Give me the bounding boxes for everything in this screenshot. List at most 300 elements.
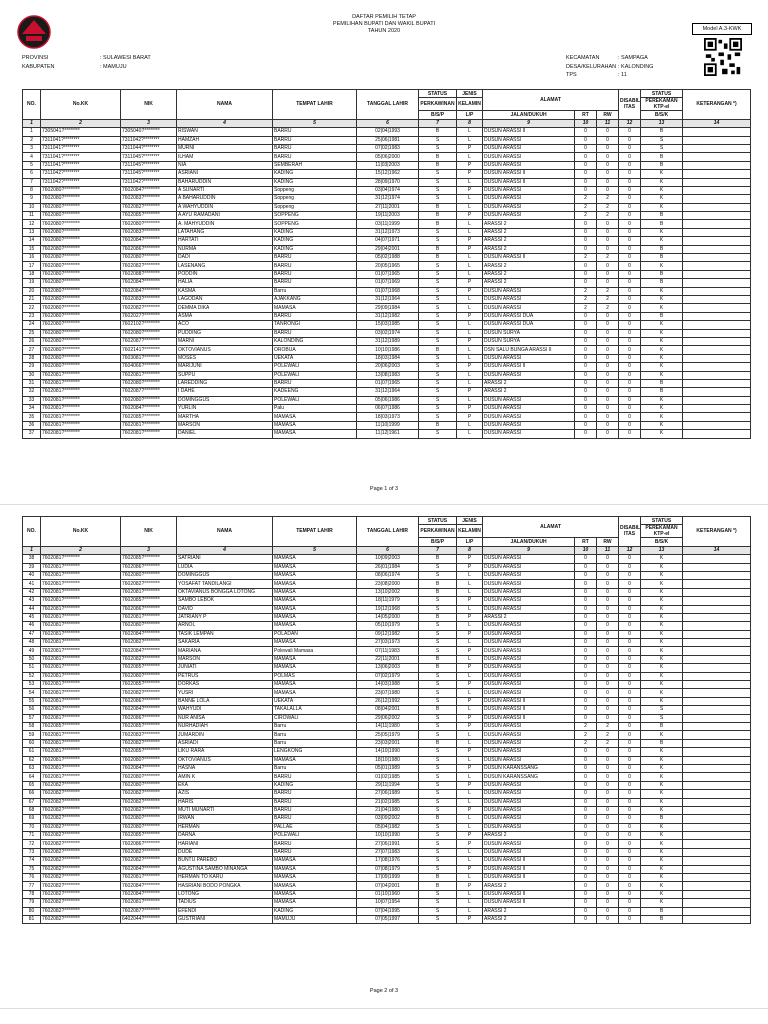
row-status: B <box>419 153 457 161</box>
row-nokk: 7602081?******** <box>41 731 121 739</box>
row-rw: 0 <box>597 630 619 638</box>
row-keterangan <box>683 228 751 236</box>
row-kelamin: L <box>457 689 483 697</box>
row-tempat-lahir: KADING <box>273 178 357 186</box>
row-rt: 2 <box>575 287 597 295</box>
row-nokk: 7602080?******** <box>41 203 121 211</box>
row-tempat-lahir: PALLAE <box>273 823 357 831</box>
row-keterangan <box>683 354 751 362</box>
row-jalan: DUSUN ARASSI <box>483 605 575 613</box>
row-rw: 0 <box>597 748 619 756</box>
row-rw: 0 <box>597 396 619 404</box>
row-rw: 0 <box>597 388 619 396</box>
row-nokk: 7602080?******** <box>41 363 121 371</box>
row-tempat-lahir: BARRU <box>273 329 357 337</box>
row-nik: 7602087?******** <box>121 388 177 396</box>
row-rt: 0 <box>575 681 597 689</box>
row-perekaman: K <box>641 605 683 613</box>
table-row <box>23 178 751 186</box>
column-number: 2 <box>41 546 121 554</box>
row-nik: 7602082?******** <box>121 848 177 856</box>
row-no: 51 <box>23 664 41 672</box>
table-row <box>23 379 751 387</box>
row-perekaman: K <box>641 639 683 647</box>
row-jalan: DUSUN ARASSI <box>483 203 575 211</box>
row-status: S <box>419 748 457 756</box>
row-no: 42 <box>23 588 41 596</box>
row-tempat-lahir: POLEWALI <box>273 363 357 371</box>
table-row <box>23 287 751 295</box>
row-perekaman: B <box>641 254 683 262</box>
row-status: B <box>419 203 457 211</box>
row-kelamin: L <box>457 195 483 203</box>
row-rt: 0 <box>575 580 597 588</box>
row-nama: MARIJUNI <box>177 363 273 371</box>
row-nama: HASNA <box>177 764 273 772</box>
row-nik: 7602085?******** <box>121 832 177 840</box>
row-nama: LOTONG <box>177 890 273 898</box>
row-nik: 7602082?******** <box>121 304 177 312</box>
row-jalan: DUSUN ARASSI <box>483 681 575 689</box>
table-row <box>23 622 751 630</box>
row-rw: 0 <box>597 639 619 647</box>
row-keterangan <box>683 580 751 588</box>
row-disabilitas: 0 <box>619 237 641 245</box>
row-tanggal-lahir: 20|05|1965 <box>357 262 419 270</box>
column-number: 8 <box>457 546 483 554</box>
row-no: 43 <box>23 597 41 605</box>
row-rt: 0 <box>575 899 597 907</box>
row-nama: DAVID <box>177 605 273 613</box>
row-keterangan <box>683 798 751 806</box>
row-keterangan <box>683 245 751 253</box>
row-nokk: 7602081?******** <box>41 664 121 672</box>
row-tanggal-lahir: 27|03|1973 <box>357 639 419 647</box>
table-row <box>23 748 751 756</box>
row-tempat-lahir: Barru <box>273 722 357 730</box>
row-rw: 0 <box>597 262 619 270</box>
row-keterangan <box>683 781 751 789</box>
row-nokk: 7602082?******** <box>41 806 121 814</box>
table-row <box>23 388 751 396</box>
row-keterangan <box>683 731 751 739</box>
row-rw: 2 <box>597 287 619 295</box>
row-rw: 0 <box>597 270 619 278</box>
row-jalan: ARASSI 2 <box>483 907 575 915</box>
row-rw: 0 <box>597 580 619 588</box>
row-rt: 0 <box>575 890 597 898</box>
row-keterangan <box>683 312 751 320</box>
row-status: S <box>419 195 457 203</box>
row-tempat-lahir: MAMASA <box>273 555 357 563</box>
row-tanggal-lahir: 11|03|2003 <box>357 161 419 169</box>
row-status: B <box>419 664 457 672</box>
table-row <box>23 279 751 287</box>
table-row <box>23 714 751 722</box>
row-keterangan <box>683 857 751 865</box>
row-rw: 0 <box>597 874 619 882</box>
row-keterangan <box>683 832 751 840</box>
row-nik: 7602084?******** <box>121 882 177 890</box>
row-tempat-lahir: BARRU <box>273 254 357 262</box>
row-no: 12 <box>23 220 41 228</box>
row-tempat-lahir: Soppeng <box>273 195 357 203</box>
row-no: 48 <box>23 639 41 647</box>
row-nama: LIKU RARA <box>177 748 273 756</box>
row-rw: 0 <box>597 907 619 915</box>
row-no: 79 <box>23 899 41 907</box>
row-tanggal-lahir: 31|12|1989 <box>357 337 419 345</box>
row-nik: 7602080?******** <box>121 773 177 781</box>
row-rt: 0 <box>575 354 597 362</box>
row-perekaman: S <box>641 136 683 144</box>
row-rw: 0 <box>597 697 619 705</box>
row-nokk: 7602080?******** <box>41 254 121 262</box>
row-rt: 0 <box>575 144 597 152</box>
row-rw: 0 <box>597 655 619 663</box>
col-nama: NAMA <box>177 90 273 120</box>
row-nama: MARSON <box>177 655 273 663</box>
row-tanggal-lahir: 14|11|1980 <box>357 722 419 730</box>
col-status: STATUS <box>419 517 457 525</box>
row-nik: 7311044?******** <box>121 144 177 152</box>
row-kelamin: L <box>457 304 483 312</box>
row-tanggal-lahir: 19|11|2003 <box>357 212 419 220</box>
row-nik: 6402044?******** <box>121 915 177 923</box>
row-nik: 7602080?******** <box>121 622 177 630</box>
row-tempat-lahir: MAMASA <box>273 304 357 312</box>
row-disabilitas: 0 <box>619 630 641 638</box>
row-status: B <box>419 815 457 823</box>
row-nokk: 7602081?******** <box>41 697 121 705</box>
row-kelamin: L <box>457 329 483 337</box>
table-row <box>23 228 751 236</box>
row-nik: 7602083?******** <box>121 195 177 203</box>
row-keterangan <box>683 714 751 722</box>
row-tanggal-lahir: 02|04|1993 <box>357 128 419 136</box>
row-disabilitas: 0 <box>619 890 641 898</box>
row-tanggal-lahir: 14|03|1988 <box>357 681 419 689</box>
column-number: 13 <box>641 546 683 554</box>
column-number: 9 <box>483 546 575 554</box>
row-nokk: 7602081?******** <box>41 430 121 438</box>
row-kelamin: L <box>457 421 483 429</box>
row-perekaman: K <box>641 413 683 421</box>
row-rw: 0 <box>597 798 619 806</box>
row-tanggal-lahir: 01|07|1965 <box>357 379 419 387</box>
col-rt: RT <box>575 111 597 119</box>
row-keterangan <box>683 371 751 379</box>
row-jalan: DUSUN ARASSI II <box>483 697 575 705</box>
row-kelamin: P <box>457 915 483 923</box>
column-number: 5 <box>273 546 357 554</box>
row-nik: 7602085?******** <box>121 681 177 689</box>
row-disabilitas: 0 <box>619 421 641 429</box>
row-disabilitas: 0 <box>619 907 641 915</box>
row-tempat-lahir: MAMASA <box>273 430 357 438</box>
row-tanggal-lahir: 05|10|1979 <box>357 622 419 630</box>
row-disabilitas: 0 <box>619 756 641 764</box>
page-footer-1: Page 1 of 3 <box>369 486 399 492</box>
row-tanggal-lahir: 29|06|2002 <box>357 714 419 722</box>
row-nokk: 7602081?******** <box>41 388 121 396</box>
row-tempat-lahir: BARRU <box>273 798 357 806</box>
row-rw: 0 <box>597 555 619 563</box>
row-status: S <box>419 681 457 689</box>
row-keterangan <box>683 555 751 563</box>
table-row <box>23 128 751 136</box>
row-perekaman: S <box>641 706 683 714</box>
row-no: 59 <box>23 731 41 739</box>
row-no: 11 <box>23 212 41 220</box>
col-perekaman: PEREKAMAN KTP-el <box>641 525 683 538</box>
row-no: 23 <box>23 312 41 320</box>
row-nokk: 7602081?******** <box>41 563 121 571</box>
row-jalan: DUSUN ARASSI <box>483 655 575 663</box>
row-tempat-lahir: BARRU <box>273 312 357 320</box>
row-rw: 2 <box>597 731 619 739</box>
row-no: 65 <box>23 781 41 789</box>
row-nokk: 7602081?******** <box>41 639 121 647</box>
row-tempat-lahir: MAMASA <box>273 588 357 596</box>
row-tempat-lahir: Palu <box>273 405 357 413</box>
row-perekaman: K <box>641 832 683 840</box>
row-kelamin: L <box>457 203 483 211</box>
row-no: 72 <box>23 840 41 848</box>
row-disabilitas: 0 <box>619 170 641 178</box>
row-tempat-lahir: MAMASA <box>273 681 357 689</box>
row-rw: 0 <box>597 832 619 840</box>
row-jalan: DUSUN ARASSI DUA <box>483 312 575 320</box>
column-number: 10 <box>575 546 597 554</box>
row-rt: 0 <box>575 915 597 923</box>
row-rw: 2 <box>597 203 619 211</box>
row-nik: 7602084?******** <box>121 647 177 655</box>
row-no: 62 <box>23 756 41 764</box>
row-keterangan <box>683 899 751 907</box>
row-nama: MARSON <box>177 421 273 429</box>
row-rw: 0 <box>597 790 619 798</box>
document-title: DAFTAR PEMILIH TETAP PEMILIHAN BUPATI DAN WAKIL BUPATI TAHUN 2020 <box>332 14 436 34</box>
row-nik: 7602083?******** <box>121 731 177 739</box>
row-jalan: DUSUN ARASSI <box>483 806 575 814</box>
row-disabilitas: 0 <box>619 731 641 739</box>
tps-value: : 11 <box>618 72 627 78</box>
row-rt: 0 <box>575 563 597 571</box>
row-tempat-lahir: MAMASA <box>273 899 357 907</box>
col-jenis: JENIS <box>457 517 483 525</box>
row-no: 57 <box>23 714 41 722</box>
row-tanggal-lahir: 11|12|1961 <box>357 430 419 438</box>
row-keterangan <box>683 413 751 421</box>
page-separator <box>0 1008 768 1009</box>
row-kelamin: P <box>457 697 483 705</box>
row-nik: 7602087?******** <box>121 337 177 345</box>
row-keterangan <box>683 647 751 655</box>
row-perekaman: B <box>641 739 683 747</box>
row-jalan: DUSUN ARASSI <box>483 136 575 144</box>
row-nama: OKTOVIANUS <box>177 756 273 764</box>
row-keterangan <box>683 907 751 915</box>
row-tanggal-lahir: 21|04|1980 <box>357 806 419 814</box>
row-tempat-lahir: MAMASA <box>273 597 357 605</box>
col-jalan: JALAN/DUKUH <box>483 538 575 546</box>
row-nokk: 7311041?******** <box>41 161 121 169</box>
row-rt: 0 <box>575 588 597 596</box>
row-rt: 0 <box>575 161 597 169</box>
row-nik: 7602084?******** <box>121 186 177 194</box>
row-status: S <box>419 672 457 680</box>
row-nama: BUNTU PAREBO <box>177 857 273 865</box>
table-row <box>23 773 751 781</box>
row-kelamin: L <box>457 639 483 647</box>
row-perekaman: K <box>641 681 683 689</box>
table-row <box>23 664 751 672</box>
row-nama: ASRIANI <box>177 170 273 178</box>
row-keterangan <box>683 279 751 287</box>
row-rw: 0 <box>597 781 619 789</box>
row-tanggal-lahir: 10|10|1986 <box>357 346 419 354</box>
col-nik: NIK <box>121 90 177 120</box>
row-tanggal-lahir: 05|01|1989 <box>357 764 419 772</box>
row-perekaman: K <box>641 664 683 672</box>
row-disabilitas: 0 <box>619 681 641 689</box>
row-nokk: 7602081?******** <box>41 773 121 781</box>
row-nokk: 7602080?******** <box>41 354 121 362</box>
column-number: 12 <box>619 546 641 554</box>
row-keterangan <box>683 321 751 329</box>
row-tanggal-lahir: 27|06|1991 <box>357 840 419 848</box>
row-disabilitas: 0 <box>619 304 641 312</box>
row-nik: 7602085?******** <box>121 722 177 730</box>
row-jalan: DUSUN ARASSI <box>483 622 575 630</box>
row-kelamin: L <box>457 354 483 362</box>
row-nokk: 7602081?******** <box>41 405 121 413</box>
row-nik: 7602102?******** <box>121 321 177 329</box>
row-disabilitas: 0 <box>619 430 641 438</box>
row-status: S <box>419 857 457 865</box>
row-nama: MUTI MUNARTI <box>177 806 273 814</box>
row-rw: 0 <box>597 865 619 873</box>
row-perekaman: K <box>641 672 683 680</box>
table-row <box>23 722 751 730</box>
row-jalan: DUSUN ARASSI <box>483 144 575 152</box>
row-tempat-lahir: AJAKKANG <box>273 295 357 303</box>
row-perekaman: B <box>641 279 683 287</box>
row-jalan: ARASSI 2 <box>483 220 575 228</box>
row-jalan: DUSUN ARASSI <box>483 664 575 672</box>
row-tanggal-lahir: 28|09|1970 <box>357 178 419 186</box>
row-rt: 0 <box>575 882 597 890</box>
row-jalan: DUSUN ARASSI II <box>483 899 575 907</box>
row-disabilitas: 0 <box>619 329 641 337</box>
row-rw: 2 <box>597 254 619 262</box>
row-nik: 7602082?******** <box>121 806 177 814</box>
row-tempat-lahir: KALONDING <box>273 337 357 345</box>
row-status: S <box>419 865 457 873</box>
row-no: 47 <box>23 630 41 638</box>
row-perekaman: B <box>641 907 683 915</box>
row-disabilitas: 0 <box>619 153 641 161</box>
row-rt: 0 <box>575 337 597 345</box>
row-status: S <box>419 186 457 194</box>
row-perekaman: K <box>641 580 683 588</box>
row-tempat-lahir: MAMASA <box>273 874 357 882</box>
row-rt: 0 <box>575 773 597 781</box>
col-nokk: No.KK <box>41 90 121 120</box>
row-disabilitas: 0 <box>619 312 641 320</box>
row-keterangan <box>683 237 751 245</box>
row-tempat-lahir: BARRU <box>273 773 357 781</box>
row-nik: 7602085?******** <box>121 664 177 672</box>
row-rw: 0 <box>597 857 619 865</box>
row-no: 13 <box>23 228 41 236</box>
row-rw: 0 <box>597 220 619 228</box>
row-tanggal-lahir: 25|05|1979 <box>357 731 419 739</box>
row-rt: 0 <box>575 865 597 873</box>
row-nama: MOSES <box>177 354 273 362</box>
row-rw: 0 <box>597 346 619 354</box>
row-nama: YURLIN <box>177 405 273 413</box>
col-perkawinan: PERKAWINAN <box>419 525 457 538</box>
row-rw: 0 <box>597 363 619 371</box>
row-nama: AZIS <box>177 790 273 798</box>
row-rw: 0 <box>597 237 619 245</box>
row-nik: 7602080?******** <box>121 672 177 680</box>
row-jalan: ARASSI 2 <box>483 237 575 245</box>
row-kelamin: P <box>457 781 483 789</box>
row-nama: HASRIANI BODO PONGKA <box>177 882 273 890</box>
row-tanggal-lahir: 03|04|1974 <box>357 186 419 194</box>
row-tempat-lahir: TANRONGI <box>273 321 357 329</box>
row-rt: 2 <box>575 739 597 747</box>
row-nama: A SUNARTI <box>177 186 273 194</box>
row-jalan: DUSUN ARASSI <box>483 571 575 579</box>
row-keterangan <box>683 672 751 680</box>
row-no: 5 <box>23 161 41 169</box>
row-jalan: DUSUN ARASSI II <box>483 865 575 873</box>
row-tempat-lahir: MAMASA <box>273 421 357 429</box>
row-nama: TASIK LEMPAN <box>177 630 273 638</box>
row-disabilitas: 0 <box>619 714 641 722</box>
row-nik: 7602086?******** <box>121 840 177 848</box>
row-perekaman: B <box>641 815 683 823</box>
row-tanggal-lahir: 07|04|1995 <box>357 907 419 915</box>
row-rt: 0 <box>575 186 597 194</box>
row-tanggal-lahir: 15|12|1962 <box>357 170 419 178</box>
row-tanggal-lahir: 17|08|1976 <box>357 857 419 865</box>
row-nokk: 7602081?******** <box>41 580 121 588</box>
row-nokk: 7602081?******** <box>41 605 121 613</box>
row-rw: 2 <box>597 739 619 747</box>
row-nik: 7311042?******** <box>121 136 177 144</box>
row-kelamin: P <box>457 714 483 722</box>
row-rw: 0 <box>597 405 619 413</box>
row-disabilitas: 0 <box>619 664 641 672</box>
row-status: S <box>419 848 457 856</box>
row-tempat-lahir: SOPPENG <box>273 212 357 220</box>
row-rw: 0 <box>597 588 619 596</box>
table-row <box>23 706 751 714</box>
row-perekaman: K <box>641 764 683 772</box>
table-row <box>23 647 751 655</box>
row-keterangan <box>683 865 751 873</box>
row-perekaman: K <box>641 790 683 798</box>
row-nik: 7602082?******** <box>121 262 177 270</box>
row-status: S <box>419 304 457 312</box>
kecamatan-value: : SAMPAGA <box>618 55 648 61</box>
row-no: 34 <box>23 405 41 413</box>
